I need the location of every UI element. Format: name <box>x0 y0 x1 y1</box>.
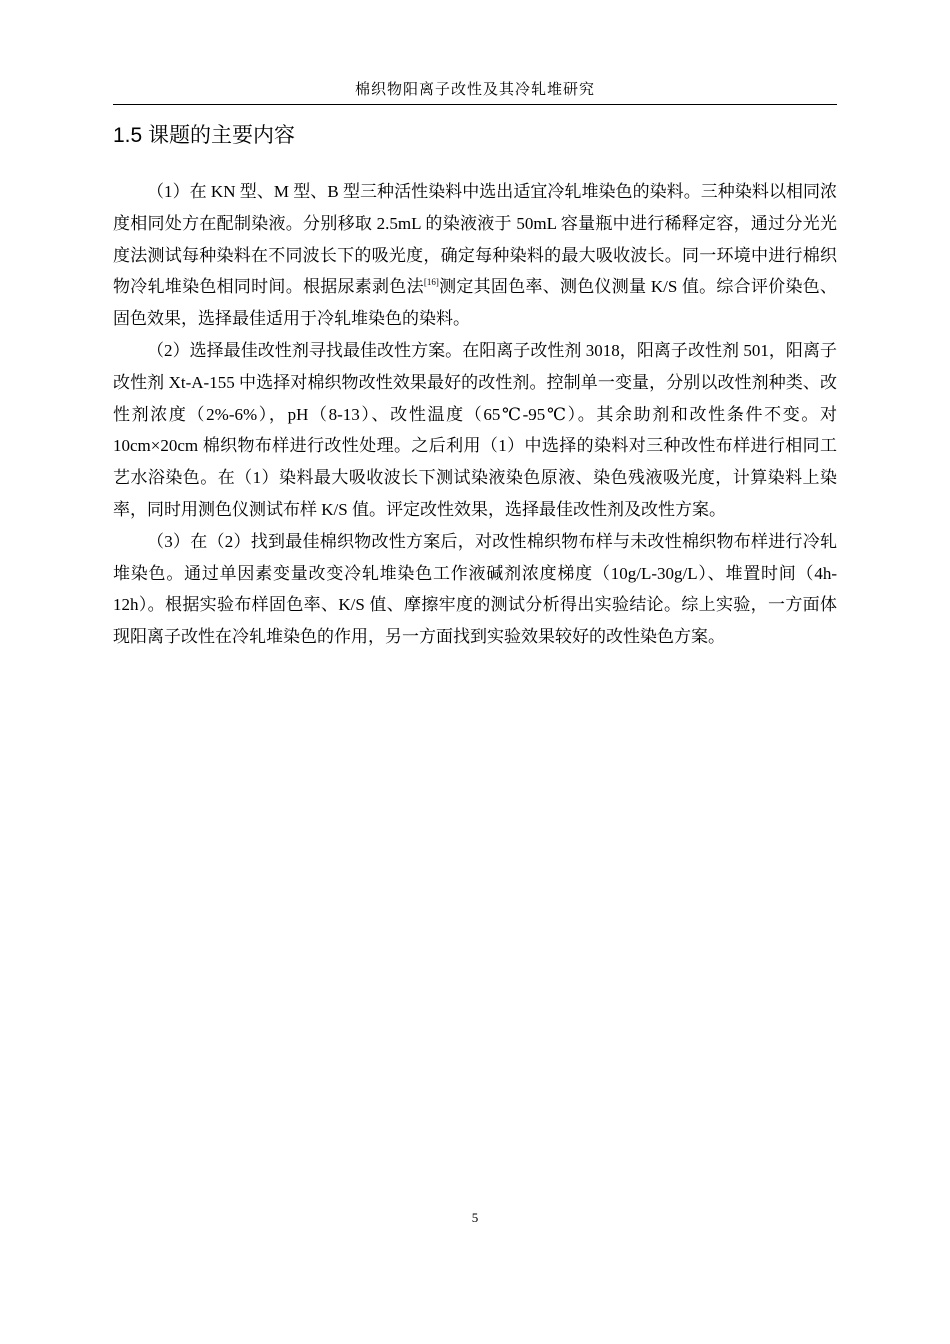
body-text <box>113 176 837 653</box>
page-number: 5 <box>471 1210 479 1225</box>
paragraph-1 <box>113 176 837 335</box>
paragraph-1-text: （1）在 KN 型、M 型、B 型三种活性染料中选出适宜冷轧堆染色的染料。三种染料以相同浓度相同处方在配制染液。分别移取 2.5mL 的染液液于 50mL 容量瓶中进行稀释定容，通过分光光度法测试每种染料在不同波长下的吸光度，确定每种染料的最大吸收波长。同一环境中进行棉织物冷轧堆染色相同时间。根据尿素剥色法 <box>113 182 837 297</box>
citation-ref: [16] <box>423 277 439 288</box>
section-title: 1.5 课题的主要内容 <box>113 124 296 147</box>
paragraph-1-text-cont: 测定其固色率、测色仪测量 K/S 值。综合评价染色、固色效果，选择最佳适用于冷轧堆染色的染料。 <box>113 277 837 329</box>
running-header: 棉织物阳离子改性及其冷轧堆研究 <box>354 82 595 98</box>
paragraph-3: （3）在（2）找到最佳棉织物改性方案后，对改性棉织物布样与未改性棉织物布样进行冷轧堆染色。通过单因素变量改变冷轧堆染色工作液碱剂浓度梯度（10g/L-30g/L）、堆置时间（4h-12h）。根据实验布样固色率、K/S 值、摩擦牢度的测试分析得出实验结论。综上实验，一方面体现阳离子改性在冷轧堆染色的作用，另一方面找到实验效果较好的改性染色方案。 <box>113 531 837 647</box>
paragraph-2: （2）选择最佳改性剂寻找最佳改性方案。在阳离子改性剂 3018，阳离子改性剂 501，阳离子改性剂 Xt-A-155 中选择对棉织物改性效果最好的改性剂。控制单一变量，分别以改性剂种类、改性剂浓度（2%-6%），pH（8-13）、改性温度（65℃-95℃）。其余助剂和改性条件不变。对 10cm×20cm 棉织物布样进行改性处理。之后利用（1）中选择的染料对三种改性布样进行相同工艺水浴染色。在（1）染料最大吸收波长下测试染液染色原液、染色残液吸光度，计算染料上染率，同时用测色仪测试布样 K/S 值。评定改性效果，选择最佳改性剂及改性方案。 <box>113 340 837 519</box>
header-divider <box>113 104 837 105</box>
